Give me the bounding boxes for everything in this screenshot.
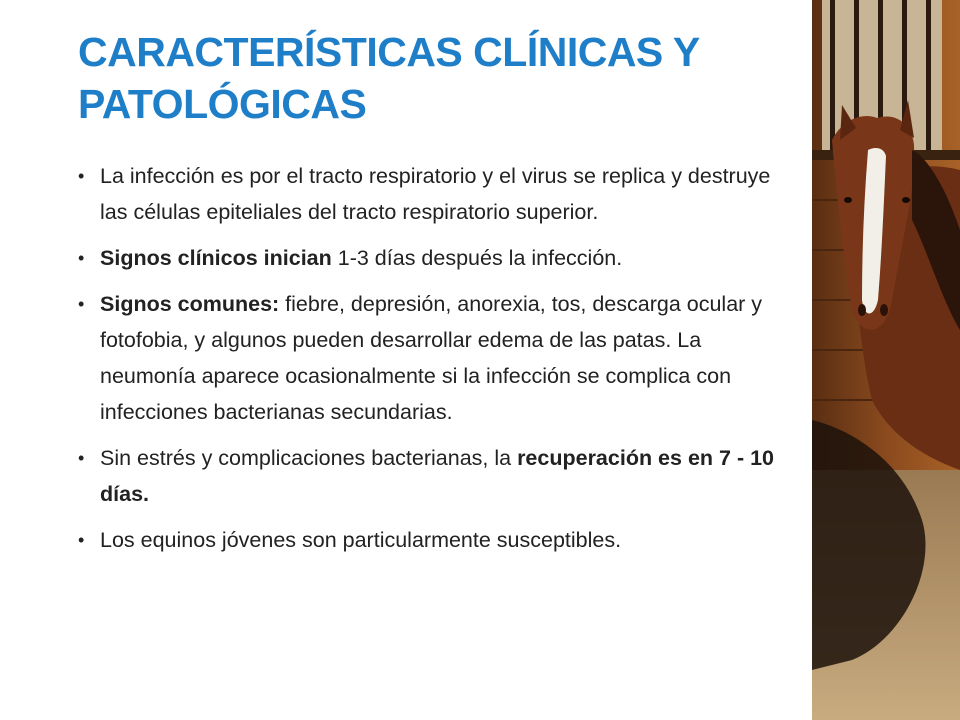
bullet-dot-icon: •: [78, 248, 85, 268]
bullet-list: [78, 158, 798, 568]
bullet-dot-icon: •: [78, 294, 85, 314]
bullet-item: [78, 286, 798, 430]
bullet-text: La infección es por el tracto respiratorio y el virus se replica y destruye las células epiteliales del tracto respiratorio superior.: [100, 164, 771, 224]
bullet-text: fiebre, depresión, anorexia, tos, descarga ocular y fotofobia, y algunos pueden desarrollar edema de las patas. La neumonía aparece ocasionalmente si la infección se complica con infecciones bacterianas secundarias.: [100, 292, 763, 424]
bullet-item: [78, 522, 798, 558]
horse-stable-image: [812, 0, 960, 720]
bullet-text: 1-3 días después la infección.: [331, 246, 623, 270]
bullet-item: [78, 440, 798, 512]
bullet-item: [78, 158, 798, 230]
bullet-bold-text: Signos clínicos inician: [100, 246, 332, 270]
slide-title: CARACTERÍSTICAS CLÍNICAS Y PATOLÓGICAS: [78, 29, 700, 127]
bullet-dot-icon: •: [78, 448, 85, 468]
bullet-dot-icon: •: [78, 166, 85, 186]
bullet-text: Sin estrés y complicaciones bacterianas, la: [100, 446, 518, 470]
bullet-item: [78, 240, 798, 276]
bullet-bold-text: Signos comunes:: [100, 292, 280, 316]
bullet-bold-text: recuperación es en 7 - 10 días.: [100, 446, 774, 506]
bullet-text: Los equinos jóvenes son particularmente susceptibles.: [100, 528, 622, 552]
bullet-dot-icon: •: [78, 530, 85, 550]
horse-photo: [812, 0, 960, 720]
